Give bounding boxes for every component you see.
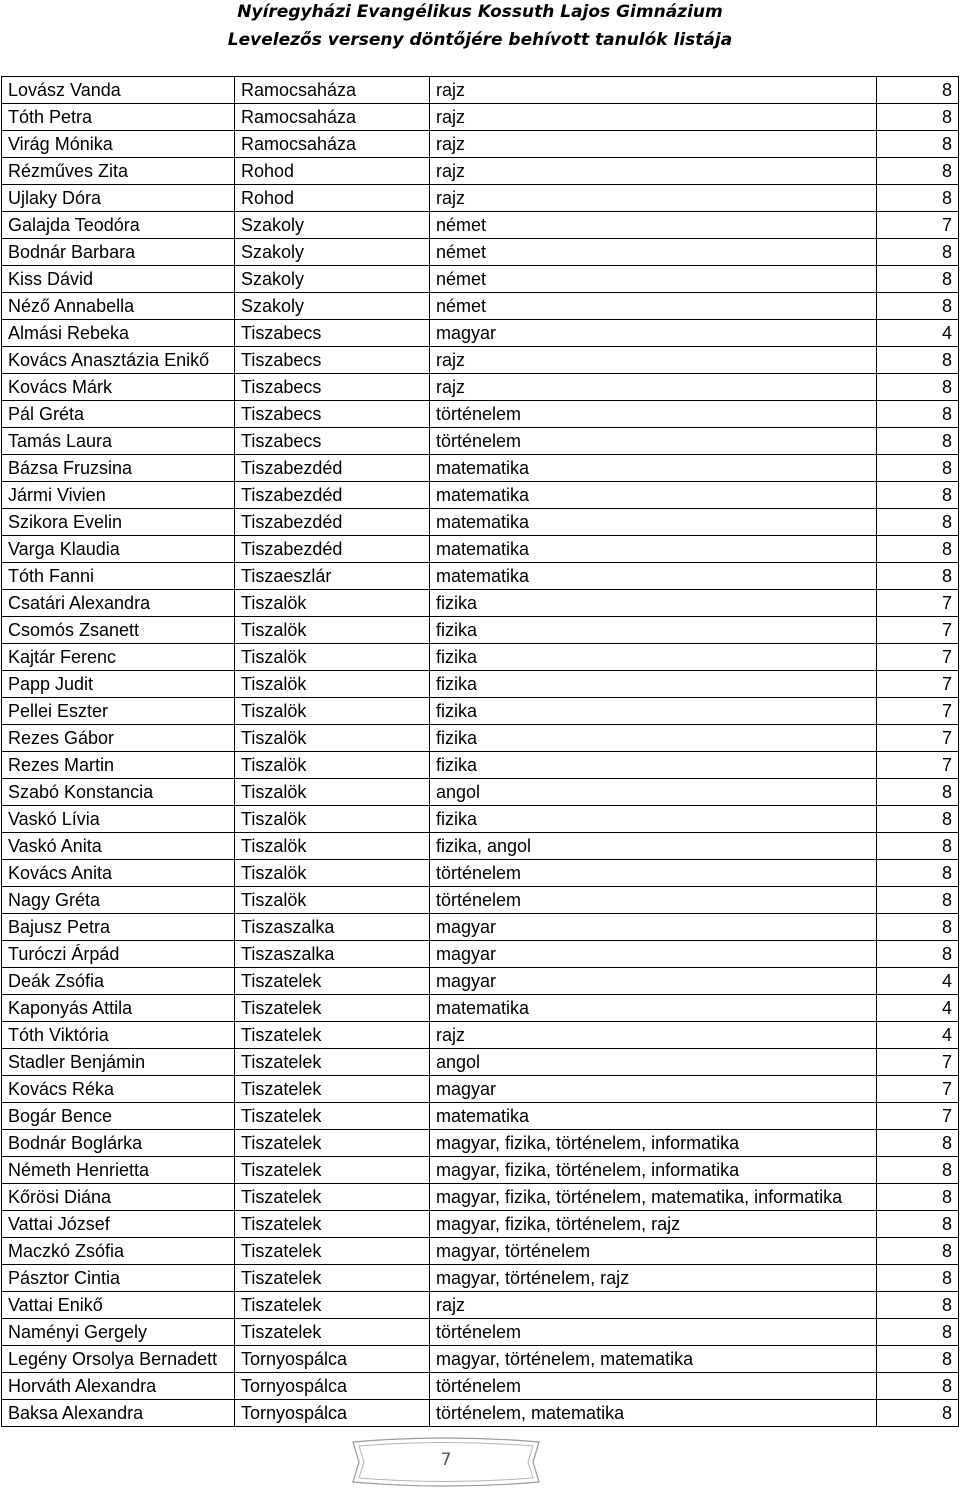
grade-cell: 7 (877, 1049, 959, 1076)
grade-cell: 7 (877, 698, 959, 725)
table-row (2, 887, 959, 914)
subject-cell: magyar (430, 320, 877, 347)
table-row (2, 320, 959, 347)
subject-cell: német (430, 239, 877, 266)
table-row (2, 1103, 959, 1130)
student-name-cell: Bodnár Boglárka (2, 1130, 235, 1157)
town-cell: Tiszaeszlár (235, 563, 430, 590)
town-cell: Tiszatelek (235, 1157, 430, 1184)
subject-cell: matematika (430, 563, 877, 590)
student-name-cell: Tamás Laura (2, 428, 235, 455)
subject-cell: rajz (430, 374, 877, 401)
town-cell: Tiszalök (235, 617, 430, 644)
subject-cell: matematika (430, 509, 877, 536)
student-name-cell: Néző Annabella (2, 293, 235, 320)
table-row (2, 1346, 959, 1373)
grade-cell: 8 (877, 104, 959, 131)
student-name-cell: Pásztor Cintia (2, 1265, 235, 1292)
student-table-body (2, 77, 959, 1427)
table-row (2, 941, 959, 968)
table-row (2, 455, 959, 482)
town-cell: Tiszatelek (235, 968, 430, 995)
town-cell: Ramocsaháza (235, 77, 430, 104)
subject-cell: magyar, fizika, történelem, informatika (430, 1157, 877, 1184)
table-row (2, 644, 959, 671)
town-cell: Rohod (235, 158, 430, 185)
town-cell: Tiszatelek (235, 1211, 430, 1238)
table-row (2, 212, 959, 239)
town-cell: Tiszabecs (235, 374, 430, 401)
table-row (2, 482, 959, 509)
table-row (2, 347, 959, 374)
grade-cell: 8 (877, 806, 959, 833)
student-table (1, 76, 959, 1427)
table-row (2, 185, 959, 212)
grade-cell: 7 (877, 671, 959, 698)
town-cell: Tiszalök (235, 887, 430, 914)
grade-cell: 8 (877, 455, 959, 482)
town-cell: Tiszalök (235, 860, 430, 887)
subject-cell: angol (430, 779, 877, 806)
student-name-cell: Lovász Vanda (2, 77, 235, 104)
student-name-cell: Tóth Petra (2, 104, 235, 131)
subject-cell: fizika (430, 644, 877, 671)
student-name-cell: Nagy Gréta (2, 887, 235, 914)
table-row (2, 968, 959, 995)
student-name-cell: Kaponyás Attila (2, 995, 235, 1022)
table-row (2, 617, 959, 644)
grade-cell: 8 (877, 1319, 959, 1346)
student-name-cell: Rezes Gábor (2, 725, 235, 752)
grade-cell: 8 (877, 1292, 959, 1319)
subject-cell: magyar (430, 941, 877, 968)
grade-cell: 8 (877, 185, 959, 212)
student-name-cell: Németh Henrietta (2, 1157, 235, 1184)
student-name-cell: Horváth Alexandra (2, 1373, 235, 1400)
subject-cell: rajz (430, 1292, 877, 1319)
grade-cell: 8 (877, 779, 959, 806)
student-name-cell: Bogár Bence (2, 1103, 235, 1130)
student-name-cell: Rézműves Zita (2, 158, 235, 185)
grade-cell: 8 (877, 293, 959, 320)
subject-cell: magyar (430, 968, 877, 995)
grade-cell: 8 (877, 1130, 959, 1157)
table-row (2, 725, 959, 752)
grade-cell: 4 (877, 320, 959, 347)
grade-cell: 7 (877, 1103, 959, 1130)
grade-cell: 8 (877, 347, 959, 374)
grade-cell: 8 (877, 1265, 959, 1292)
student-name-cell: Kovács Anasztázia Enikő (2, 347, 235, 374)
table-row (2, 536, 959, 563)
town-cell: Tiszatelek (235, 1130, 430, 1157)
subject-cell: rajz (430, 158, 877, 185)
student-name-cell: Deák Zsófia (2, 968, 235, 995)
table-row (2, 104, 959, 131)
table-row (2, 833, 959, 860)
subject-cell: fizika (430, 617, 877, 644)
grade-cell: 8 (877, 428, 959, 455)
town-cell: Tiszaszalka (235, 914, 430, 941)
student-name-cell: Papp Judit (2, 671, 235, 698)
grade-cell: 8 (877, 266, 959, 293)
grade-cell: 8 (877, 1346, 959, 1373)
subject-cell: magyar, fizika, történelem, rajz (430, 1211, 877, 1238)
subject-cell: magyar, fizika, történelem, informatika (430, 1130, 877, 1157)
student-name-cell: Csomós Zsanett (2, 617, 235, 644)
grade-cell: 8 (877, 1238, 959, 1265)
table-row (2, 1076, 959, 1103)
grade-cell: 7 (877, 212, 959, 239)
student-name-cell: Vattai József (2, 1211, 235, 1238)
subject-cell: történelem (430, 401, 877, 428)
town-cell: Tiszatelek (235, 1265, 430, 1292)
subject-cell: történelem (430, 1373, 877, 1400)
table-row (2, 1292, 959, 1319)
student-name-cell: Kiss Dávid (2, 266, 235, 293)
subject-cell: fizika (430, 698, 877, 725)
town-cell: Szakoly (235, 212, 430, 239)
town-cell: Szakoly (235, 293, 430, 320)
subject-cell: történelem (430, 428, 877, 455)
grade-cell: 8 (877, 536, 959, 563)
subject-cell: fizika (430, 590, 877, 617)
town-cell: Tiszatelek (235, 1022, 430, 1049)
subject-cell: magyar, történelem, matematika (430, 1346, 877, 1373)
town-cell: Tiszalök (235, 590, 430, 617)
grade-cell: 7 (877, 752, 959, 779)
student-name-cell: Kovács Réka (2, 1076, 235, 1103)
town-cell: Tiszatelek (235, 1103, 430, 1130)
table-row (2, 77, 959, 104)
town-cell: Tiszatelek (235, 1319, 430, 1346)
school-name: Nyíregyházi Evangélikus Kossuth Lajos Gimnázium (237, 2, 723, 22)
grade-cell: 8 (877, 860, 959, 887)
town-cell: Tiszalök (235, 698, 430, 725)
town-cell: Tiszatelek (235, 1049, 430, 1076)
student-name-cell: Tóth Viktória (2, 1022, 235, 1049)
table-row (2, 428, 959, 455)
subject-cell: rajz (430, 131, 877, 158)
student-name-cell: Galajda Teodóra (2, 212, 235, 239)
grade-cell: 8 (877, 239, 959, 266)
student-name-cell: Bodnár Barbara (2, 239, 235, 266)
grade-cell: 8 (877, 482, 959, 509)
town-cell: Tornyospálca (235, 1400, 430, 1427)
grade-cell: 8 (877, 1211, 959, 1238)
town-cell: Rohod (235, 185, 430, 212)
student-name-cell: Rezes Martin (2, 752, 235, 779)
town-cell: Tiszaszalka (235, 941, 430, 968)
student-name-cell: Naményi Gergely (2, 1319, 235, 1346)
subject-cell: rajz (430, 347, 877, 374)
student-name-cell: Legény Orsolya Bernadett (2, 1346, 235, 1373)
town-cell: Tiszabezdéd (235, 509, 430, 536)
subject-cell: rajz (430, 185, 877, 212)
subject-cell: angol (430, 1049, 877, 1076)
town-cell: Ramocsaháza (235, 131, 430, 158)
student-name-cell: Varga Klaudia (2, 536, 235, 563)
student-name-cell: Ujlaky Dóra (2, 185, 235, 212)
table-row (2, 806, 959, 833)
subject-cell: rajz (430, 1022, 877, 1049)
town-cell: Tiszalök (235, 752, 430, 779)
town-cell: Tiszalök (235, 725, 430, 752)
grade-cell: 7 (877, 1076, 959, 1103)
subject-cell: fizika (430, 725, 877, 752)
table-row (2, 1157, 959, 1184)
student-name-cell: Virág Mónika (2, 131, 235, 158)
subject-cell: rajz (430, 104, 877, 131)
grade-cell: 8 (877, 1400, 959, 1427)
student-name-cell: Vattai Enikő (2, 1292, 235, 1319)
town-cell: Tiszatelek (235, 1238, 430, 1265)
student-name-cell: Turóczi Árpád (2, 941, 235, 968)
table-row (2, 266, 959, 293)
student-name-cell: Bázsa Fruzsina (2, 455, 235, 482)
subject-cell: történelem, matematika (430, 1400, 877, 1427)
student-name-cell: Pál Gréta (2, 401, 235, 428)
grade-cell: 4 (877, 968, 959, 995)
table-row (2, 1184, 959, 1211)
grade-cell: 8 (877, 833, 959, 860)
table-row (2, 590, 959, 617)
town-cell: Tiszabezdéd (235, 455, 430, 482)
grade-cell: 8 (877, 941, 959, 968)
table-row (2, 1265, 959, 1292)
grade-cell: 7 (877, 725, 959, 752)
grade-cell: 8 (877, 374, 959, 401)
table-row (2, 1373, 959, 1400)
subject-cell: magyar (430, 914, 877, 941)
town-cell: Tornyospálca (235, 1346, 430, 1373)
town-cell: Szakoly (235, 266, 430, 293)
grade-cell: 8 (877, 401, 959, 428)
subject-cell: német (430, 293, 877, 320)
student-name-cell: Maczkó Zsófia (2, 1238, 235, 1265)
list-title: Levelezős verseny döntőjére behívott tanulók listája (227, 30, 733, 50)
grade-cell: 8 (877, 563, 959, 590)
table-row (2, 1049, 959, 1076)
town-cell: Szakoly (235, 239, 430, 266)
town-cell: Tiszalök (235, 779, 430, 806)
table-row (2, 752, 959, 779)
student-name-cell: Szabó Konstancia (2, 779, 235, 806)
student-name-cell: Vaskó Lívia (2, 806, 235, 833)
grade-cell: 8 (877, 914, 959, 941)
student-name-cell: Jármi Vivien (2, 482, 235, 509)
grade-cell: 7 (877, 644, 959, 671)
town-cell: Tiszalök (235, 806, 430, 833)
grade-cell: 8 (877, 887, 959, 914)
town-cell: Tornyospálca (235, 1373, 430, 1400)
student-name-cell: Vaskó Anita (2, 833, 235, 860)
subject-cell: rajz (430, 77, 877, 104)
town-cell: Tiszatelek (235, 1076, 430, 1103)
subject-cell: német (430, 266, 877, 293)
student-name-cell: Stadler Benjámin (2, 1049, 235, 1076)
student-name-cell: Almási Rebeka (2, 320, 235, 347)
table-row (2, 293, 959, 320)
table-row (2, 401, 959, 428)
town-cell: Tiszalök (235, 833, 430, 860)
table-row (2, 131, 959, 158)
town-cell: Tiszatelek (235, 1292, 430, 1319)
subject-cell: történelem (430, 1319, 877, 1346)
grade-cell: 8 (877, 158, 959, 185)
grade-cell: 7 (877, 617, 959, 644)
subject-cell: matematika (430, 995, 877, 1022)
student-name-cell: Tóth Fanni (2, 563, 235, 590)
table-row (2, 914, 959, 941)
town-cell: Tiszatelek (235, 1184, 430, 1211)
subject-cell: fizika (430, 671, 877, 698)
subject-cell: történelem (430, 860, 877, 887)
subject-cell: matematika (430, 482, 877, 509)
table-row (2, 698, 959, 725)
town-cell: Tiszabecs (235, 401, 430, 428)
town-cell: Tiszabecs (235, 428, 430, 455)
page-number: 7 (440, 1450, 452, 1470)
town-cell: Tiszabezdéd (235, 536, 430, 563)
subject-cell: magyar, fizika, történelem, matematika, informatika (430, 1184, 877, 1211)
subject-cell: magyar (430, 1076, 877, 1103)
grade-cell: 8 (877, 131, 959, 158)
table-row (2, 995, 959, 1022)
town-cell: Tiszalök (235, 644, 430, 671)
grade-cell: 8 (877, 509, 959, 536)
grade-cell: 8 (877, 77, 959, 104)
subject-cell: fizika (430, 752, 877, 779)
town-cell: Tiszatelek (235, 995, 430, 1022)
table-row (2, 671, 959, 698)
student-name-cell: Kajtár Ferenc (2, 644, 235, 671)
grade-cell: 7 (877, 590, 959, 617)
subject-cell: matematika (430, 1103, 877, 1130)
town-cell: Tiszabecs (235, 347, 430, 374)
table-row (2, 779, 959, 806)
subject-cell: matematika (430, 455, 877, 482)
subject-cell: magyar, történelem (430, 1238, 877, 1265)
table-row (2, 158, 959, 185)
subject-cell: fizika, angol (430, 833, 877, 860)
grade-cell: 4 (877, 1022, 959, 1049)
student-name-cell: Bajusz Petra (2, 914, 235, 941)
subject-cell: német (430, 212, 877, 239)
student-name-cell: Kovács Márk (2, 374, 235, 401)
grade-cell: 8 (877, 1157, 959, 1184)
town-cell: Ramocsaháza (235, 104, 430, 131)
student-name-cell: Kőrösi Diána (2, 1184, 235, 1211)
table-row (2, 1022, 959, 1049)
student-name-cell: Csatári Alexandra (2, 590, 235, 617)
student-name-cell: Kovács Anita (2, 860, 235, 887)
grade-cell: 8 (877, 1184, 959, 1211)
student-name-cell: Pellei Eszter (2, 698, 235, 725)
student-name-cell: Szikora Evelin (2, 509, 235, 536)
grade-cell: 8 (877, 1373, 959, 1400)
table-row (2, 563, 959, 590)
subject-cell: fizika (430, 806, 877, 833)
subject-cell: magyar, történelem, rajz (430, 1265, 877, 1292)
table-row (2, 860, 959, 887)
subject-cell: történelem (430, 887, 877, 914)
subject-cell: matematika (430, 536, 877, 563)
page-number-footer (347, 1436, 545, 1488)
table-row (2, 1130, 959, 1157)
grade-cell: 4 (877, 995, 959, 1022)
town-cell: Tiszabezdéd (235, 482, 430, 509)
table-row (2, 1319, 959, 1346)
town-cell: Tiszabecs (235, 320, 430, 347)
table-row (2, 1238, 959, 1265)
table-row (2, 1211, 959, 1238)
student-name-cell: Baksa Alexandra (2, 1400, 235, 1427)
town-cell: Tiszalök (235, 671, 430, 698)
table-row (2, 374, 959, 401)
table-row (2, 509, 959, 536)
table-row (2, 239, 959, 266)
table-row (2, 1400, 959, 1427)
